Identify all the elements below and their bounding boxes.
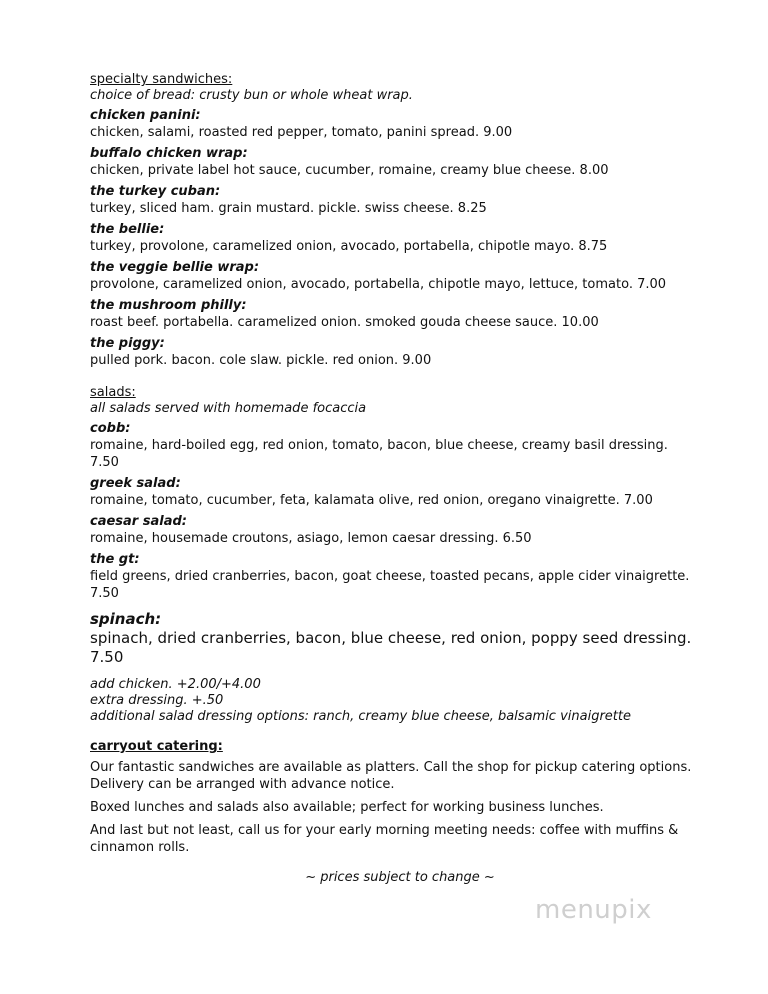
item-price: 7.50 bbox=[90, 455, 119, 470]
catering-paragraph: And last but not least, call us for your early morning meeting needs: coffee with muffins & cinnamon rolls. bbox=[90, 823, 679, 855]
salad-extras bbox=[90, 677, 710, 725]
item-description: romaine, housemade croutons, asiago, lemon caesar dressing. 6.50 bbox=[90, 531, 532, 546]
catering-paragraph: Boxed lunches and salads also available; perfect for working business lunches. bbox=[90, 800, 604, 815]
item-name: the veggie bellie wrap: bbox=[90, 260, 260, 275]
sandwiches-note: choice of bread: crusty bun or whole wheat wrap. bbox=[90, 88, 413, 103]
item-name: buffalo chicken wrap: bbox=[90, 146, 248, 161]
item-description: turkey, sliced ham. grain mustard. pickle. swiss cheese. 8.25 bbox=[90, 201, 487, 216]
menu-item bbox=[90, 551, 710, 602]
menu-item bbox=[90, 513, 710, 547]
item-name: caesar salad: bbox=[90, 514, 187, 529]
menu-item bbox=[90, 107, 710, 141]
item-name: the gt: bbox=[90, 552, 140, 567]
menu-item bbox=[90, 475, 710, 509]
spacer bbox=[90, 725, 710, 739]
sandwiches-heading: specialty sandwiches: bbox=[90, 72, 233, 87]
salads-note: all salads served with homemade focaccia bbox=[90, 401, 367, 416]
item-description: provolone, caramelized onion, avocado, portabella, chipotle mayo, lettuce, tomato. 7.00 bbox=[90, 277, 667, 292]
sandwiches-section bbox=[90, 72, 710, 369]
extra-line: extra dressing. +.50 bbox=[90, 693, 224, 708]
menu-item bbox=[90, 610, 710, 667]
extra-line: additional salad dressing options: ranch, creamy blue cheese, balsamic vinaigrette bbox=[90, 709, 631, 724]
menu-item bbox=[90, 335, 710, 369]
item-description: romaine, hard-boiled egg, red onion, tomato, bacon, blue cheese, creamy basil dressing. bbox=[90, 438, 668, 453]
menu-item bbox=[90, 145, 710, 179]
item-description: turkey, provolone, caramelized onion, avocado, portabella, chipotle mayo. 8.75 bbox=[90, 239, 608, 254]
item-price: 7.50 bbox=[90, 648, 124, 666]
item-description: romaine, tomato, cucumber, feta, kalamata olive, red onion, oregano vinaigrette. 7.00 bbox=[90, 493, 653, 508]
menu-item bbox=[90, 259, 710, 293]
item-name: the piggy: bbox=[90, 336, 165, 351]
spacer bbox=[90, 373, 710, 385]
menu-item bbox=[90, 183, 710, 217]
item-price: 7.50 bbox=[90, 586, 119, 601]
salads-heading: salads: bbox=[90, 385, 136, 400]
menu-page bbox=[90, 72, 710, 899]
extra-line: add chicken. +2.00/+4.00 bbox=[90, 677, 261, 692]
salads-section bbox=[90, 385, 710, 725]
item-description: pulled pork. bacon. cole slaw. pickle. red onion. 9.00 bbox=[90, 353, 432, 368]
item-description: chicken, salami, roasted red pepper, tomato, panini spread. 9.00 bbox=[90, 125, 513, 140]
catering-heading: carryout catering: bbox=[90, 739, 223, 754]
item-description: roast beef. portabella. caramelized onion. smoked gouda cheese sauce. 10.00 bbox=[90, 315, 599, 330]
catering-section bbox=[90, 739, 710, 856]
item-name: greek salad: bbox=[90, 476, 181, 491]
catering-paragraph: Our fantastic sandwiches are available as platters. Call the shop for pickup catering options. Delivery can be arranged with advance notice. bbox=[90, 760, 692, 792]
item-description: spinach, dried cranberries, bacon, blue cheese, red onion, poppy seed dressing. bbox=[90, 629, 692, 647]
item-name: spinach: bbox=[90, 610, 162, 628]
menu-item bbox=[90, 420, 710, 471]
item-name: chicken panini: bbox=[90, 108, 201, 123]
item-name: cobb: bbox=[90, 421, 131, 436]
prices-footer: ~ prices subject to change ~ bbox=[305, 870, 495, 885]
menu-item bbox=[90, 221, 710, 255]
watermark-logo: menupix bbox=[535, 895, 652, 925]
item-name: the mushroom philly: bbox=[90, 298, 247, 313]
item-name: the bellie: bbox=[90, 222, 165, 237]
item-description: chicken, private label hot sauce, cucumber, romaine, creamy blue cheese. 8.00 bbox=[90, 163, 609, 178]
item-name: the turkey cuban: bbox=[90, 184, 221, 199]
menu-item bbox=[90, 297, 710, 331]
item-description: field greens, dried cranberries, bacon, goat cheese, toasted pecans, apple cider vinaigrette. bbox=[90, 569, 690, 584]
